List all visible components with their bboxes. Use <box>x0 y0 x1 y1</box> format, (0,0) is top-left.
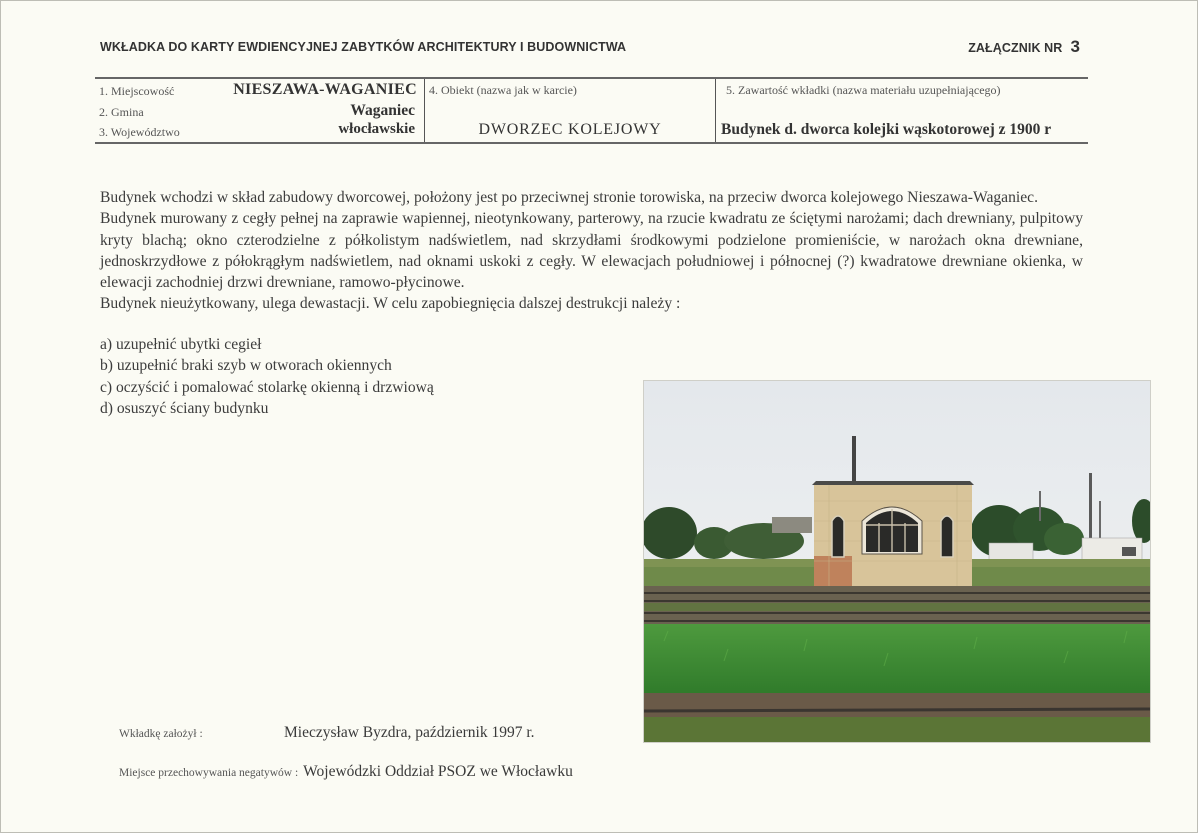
table-divider <box>715 79 716 142</box>
object-value: DWORZEC KOLEJOWY <box>478 121 662 138</box>
voivodeship-label: 3. Województwo <box>99 125 180 139</box>
storage-line <box>119 763 573 781</box>
attachment-number-value: 3 <box>1070 37 1080 56</box>
attachment-number <box>968 37 1080 57</box>
action-item: b) uzupełnić braki szyb w otworach okiennych <box>100 357 392 375</box>
content-label: 5. Zawartość wkładki (nazwa materiału uzupełniającego) <box>726 83 1001 97</box>
storage-value: Wojewódzki Oddział PSOZ we Włocławku <box>303 763 573 780</box>
locality-value: NIESZAWA-WAGANIEC <box>233 81 417 98</box>
voivodeship-value: włocławskie <box>338 121 415 137</box>
action-item: a) uzupełnić ubytki cegieł <box>100 336 262 353</box>
storage-label: Miejsce przechowywania negatywów : <box>119 767 299 779</box>
content-value: Budynek d. dworca kolejki wąskotorowej z 1900 r <box>721 121 1052 138</box>
action-item: c) oczyścić i pomalować stolarkę okienną i drzwiową <box>100 378 434 396</box>
actions-list <box>100 334 434 419</box>
railway-building-photo-illustration <box>644 381 1150 742</box>
description-paragraph: Budynek nieużytkowany, ulega dewastacji. W celu zapobiegnięcia dalszej destrukcji należy : <box>100 295 681 313</box>
action-item: d) osuszyć ściany budynku <box>100 399 269 417</box>
locality-label: 1. Miejscowość <box>99 84 175 98</box>
attachment-label: ZAŁĄCZNIK NR <box>968 41 1063 55</box>
document-title: WKŁADKA DO KARTY EWDIENCYJNEJ ZABYTKÓW ARCHITEKTURY I BUDOWNICTWA <box>100 40 627 54</box>
author-line <box>119 724 535 742</box>
description-text <box>100 187 1083 315</box>
author-value: Mieczysław Byzdra, październik 1997 r. <box>284 724 535 741</box>
identification-table <box>95 77 1088 144</box>
commune-label: 2. Gmina <box>99 105 144 119</box>
author-label: Wkładkę założył : <box>119 728 203 740</box>
description-paragraph: Budynek murowany z cegły pełnej na zaprawie wapiennej, nieotynkowany, parterowy, na rzucie kwadratu ze ściętymi narożami; dach drewniany, pulpitowy kryty blachą; okno czterodzielne z półkolistym nadświetlem, nad skrzydłami środkowymi podzielone promieniście, w narożach okna drewniane, jednoskrzydłowe z półokrągłym nadświetlem, nad oknami uskoki z cegły. W elewacjach południowej i północnej (?) kwadratowe drewniane okienka, w elewacji zachodniej drzwi drewniane, ramowo-płycinowe. <box>100 210 1083 292</box>
object-label: 4. Obiekt (nazwa jak w karcie) <box>429 83 577 97</box>
building-photo <box>643 380 1151 743</box>
commune-value: Waganiec <box>350 102 415 119</box>
description-paragraph: Budynek wchodzi w skład zabudowy dworcowej, położony jest po przeciwnej stronie torowiska, na przeciw dworca kolejowego Nieszawa-Waganiec. <box>100 189 1038 206</box>
